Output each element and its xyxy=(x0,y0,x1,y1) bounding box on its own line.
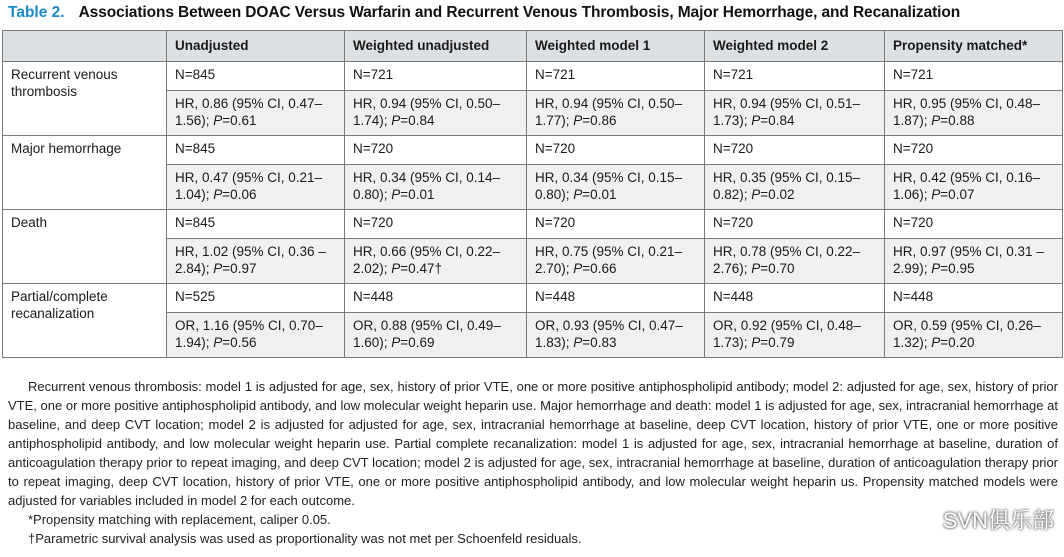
row-label: Recurrent venous thrombosis xyxy=(3,62,167,136)
stat-cell xyxy=(527,91,705,136)
p-symbol: P xyxy=(751,113,761,128)
p-value: =0.01 xyxy=(400,187,435,202)
stat-estimate: HR, 0.78 (95% CI, 0.22–2.76); xyxy=(713,244,861,276)
n-cell: N=720 xyxy=(705,210,885,239)
n-cell: N=720 xyxy=(527,136,705,165)
p-symbol: P xyxy=(573,113,583,128)
table-row xyxy=(3,62,1063,91)
stat-cell xyxy=(167,91,345,136)
watermark-text: SVN俱乐部 xyxy=(942,508,1054,533)
n-cell: N=720 xyxy=(345,136,527,165)
p-value: =0.02 xyxy=(760,187,795,202)
p-value: =0.47† xyxy=(400,261,442,276)
stat-cell xyxy=(885,165,1063,210)
p-symbol: P xyxy=(751,261,761,276)
stat-estimate: HR, 0.94 (95% CI, 0.51–1.73); xyxy=(713,96,861,128)
p-symbol: P xyxy=(213,187,223,202)
n-cell: N=721 xyxy=(345,62,527,91)
stat-cell xyxy=(167,165,345,210)
p-value: =0.88 xyxy=(940,113,975,128)
stat-estimate: HR, 0.47 (95% CI, 0.21–1.04); xyxy=(175,170,323,202)
p-value: =0.06 xyxy=(222,187,257,202)
stat-cell xyxy=(705,239,885,284)
p-symbol: P xyxy=(391,113,401,128)
stat-cell xyxy=(167,313,345,358)
stat-cell xyxy=(345,239,527,284)
header-cell-weighted-model-2: Weighted model 2 xyxy=(705,31,885,62)
stat-cell xyxy=(705,91,885,136)
n-cell: N=720 xyxy=(885,210,1063,239)
n-cell: N=845 xyxy=(167,136,345,165)
p-value: =0.07 xyxy=(940,187,975,202)
n-cell: N=721 xyxy=(527,62,705,91)
stat-estimate: OR, 0.59 (95% CI, 0.26–1.32); xyxy=(893,318,1041,350)
p-symbol: P xyxy=(213,113,223,128)
p-value: =0.69 xyxy=(400,335,435,350)
header-cell-empty xyxy=(3,31,167,62)
table-row xyxy=(3,136,1063,165)
row-label: Death xyxy=(3,210,167,284)
stat-cell xyxy=(345,165,527,210)
n-cell: N=845 xyxy=(167,62,345,91)
associations-table xyxy=(2,30,1063,358)
stat-cell xyxy=(527,239,705,284)
n-cell: N=448 xyxy=(705,284,885,313)
header-cell-weighted-unadjusted: Weighted unadjusted xyxy=(345,31,527,62)
table-title xyxy=(8,0,1060,26)
p-value: =0.56 xyxy=(222,335,257,350)
row-label: Partial/complete recanalization xyxy=(3,284,167,358)
n-cell: N=845 xyxy=(167,210,345,239)
n-cell: N=448 xyxy=(345,284,527,313)
stat-cell xyxy=(885,91,1063,136)
p-value: =0.01 xyxy=(582,187,617,202)
p-symbol: P xyxy=(573,261,583,276)
n-cell: N=448 xyxy=(885,284,1063,313)
p-value: =0.84 xyxy=(760,113,795,128)
stat-estimate: OR, 1.16 (95% CI, 0.70–1.94); xyxy=(175,318,323,350)
p-value: =0.79 xyxy=(760,335,795,350)
stat-estimate: HR, 0.86 (95% CI, 0.47–1.56); xyxy=(175,96,323,128)
stat-estimate: HR, 0.66 (95% CI, 0.22–2.02); xyxy=(353,244,501,276)
p-value: =0.84 xyxy=(400,113,435,128)
header-row xyxy=(3,31,1063,62)
header-cell-weighted-model-1: Weighted model 1 xyxy=(527,31,705,62)
p-symbol: P xyxy=(931,335,941,350)
p-symbol: P xyxy=(573,335,583,350)
stat-estimate: HR, 0.95 (95% CI, 0.48–1.87); xyxy=(893,96,1041,128)
stat-estimate: HR, 0.94 (95% CI, 0.50–1.74); xyxy=(353,96,501,128)
footnote-propensity: *Propensity matching with replacement, caliper 0.05. xyxy=(28,512,331,527)
stat-estimate: OR, 0.92 (95% CI, 0.48–1.73); xyxy=(713,318,861,350)
stat-estimate: HR, 0.97 (95% CI, 0.31 –2.99); xyxy=(893,244,1044,276)
p-symbol: P xyxy=(213,261,223,276)
p-value: =0.95 xyxy=(940,261,975,276)
p-symbol: P xyxy=(931,261,941,276)
wechat-icon xyxy=(903,507,937,533)
stat-estimate: HR, 0.34 (95% CI, 0.15–0.80); xyxy=(535,170,683,202)
stat-estimate: HR, 0.94 (95% CI, 0.50–1.77); xyxy=(535,96,683,128)
p-symbol: P xyxy=(751,187,761,202)
stat-cell xyxy=(885,239,1063,284)
stat-cell xyxy=(345,91,527,136)
p-value: =0.70 xyxy=(760,261,795,276)
watermark xyxy=(903,504,1054,535)
n-cell: N=720 xyxy=(885,136,1063,165)
p-symbol: P xyxy=(751,335,761,350)
table-caption: Associations Between DOAC Versus Warfarin and Recurrent Venous Thrombosis, Major Hemorrhage, and Recanalization xyxy=(78,4,961,21)
notes-main: Recurrent venous thrombosis: model 1 is adjusted for age, sex, history of prior VTE, one or more positive antiphospholipid antibody; model 2: adjusted for age, sex, history of prior VTE, one or more positive antiphospholipid antibody, and low molecular weight heparin use. Major hemorrhage and death: model 1 is adjusted for age, sex, intracranial hemorrhage at baseline, and deep CVT location; model 2 is adjusted for adjusted for age, sex, intracranial hemorrhage at baseline, deep CVT location, history of prior VTE, one or more positive antiphospholipid antibody, and low molecular weight heparin use. Partial complete recanalization: model 1 is adjusted for age, sex, intracranial hemorrhage at baseline, duration of anticoagulation therapy prior to repeat imaging, and deep CVT location; model 2 is adjusted for age, sex, intracranial hemorrhage at baseline, duration of anticoagulation therapy prior to repeat imaging, deep CVT location, history of prior VTE, one or more positive antiphospholipid antibody, and low molecular weight heparin us. Propensity matched models were adjusted for variables included in model 2 for each outcome. xyxy=(8,379,1058,508)
n-cell: N=448 xyxy=(527,284,705,313)
p-symbol: P xyxy=(391,261,401,276)
p-value: =0.66 xyxy=(582,261,617,276)
n-cell: N=525 xyxy=(167,284,345,313)
stat-cell xyxy=(527,313,705,358)
stat-estimate: OR, 0.88 (95% CI, 0.49–1.60); xyxy=(353,318,501,350)
stat-cell xyxy=(167,239,345,284)
stat-cell xyxy=(885,313,1063,358)
n-cell: N=720 xyxy=(705,136,885,165)
p-value: =0.97 xyxy=(222,261,257,276)
p-value: =0.86 xyxy=(582,113,617,128)
stat-cell xyxy=(527,165,705,210)
p-symbol: P xyxy=(573,187,583,202)
table-row xyxy=(3,210,1063,239)
p-symbol: P xyxy=(391,187,401,202)
p-value: =0.61 xyxy=(222,113,257,128)
p-symbol: P xyxy=(931,113,941,128)
stat-estimate: HR, 0.75 (95% CI, 0.21–2.70); xyxy=(535,244,683,276)
p-symbol: P xyxy=(931,187,941,202)
footnote-parametric: †Parametric survival analysis was used as proportionality was not met per Schoenfeld residuals. xyxy=(28,531,582,546)
stat-estimate: OR, 0.93 (95% CI, 0.47–1.83); xyxy=(535,318,683,350)
header-cell-propensity-matched: Propensity matched* xyxy=(885,31,1063,62)
table-row xyxy=(3,284,1063,313)
row-label: Major hemorrhage xyxy=(3,136,167,210)
stat-estimate: HR, 0.34 (95% CI, 0.14–0.80); xyxy=(353,170,501,202)
n-cell: N=720 xyxy=(527,210,705,239)
header-cell-unadjusted: Unadjusted xyxy=(167,31,345,62)
n-cell: N=721 xyxy=(705,62,885,91)
stat-cell xyxy=(705,165,885,210)
stat-cell xyxy=(705,313,885,358)
p-value: =0.20 xyxy=(940,335,975,350)
p-value: =0.83 xyxy=(582,335,617,350)
p-symbol: P xyxy=(213,335,223,350)
n-cell: N=720 xyxy=(345,210,527,239)
table-number: Table 2. xyxy=(8,4,65,21)
stat-estimate: HR, 0.42 (95% CI, 0.16–1.06); xyxy=(893,170,1041,202)
n-cell: N=721 xyxy=(885,62,1063,91)
stat-cell xyxy=(345,313,527,358)
table-notes xyxy=(8,377,1058,548)
stat-estimate: HR, 1.02 (95% CI, 0.36 –2.84); xyxy=(175,244,326,276)
p-symbol: P xyxy=(391,335,401,350)
stat-estimate: HR, 0.35 (95% CI, 0.15–0.82); xyxy=(713,170,861,202)
